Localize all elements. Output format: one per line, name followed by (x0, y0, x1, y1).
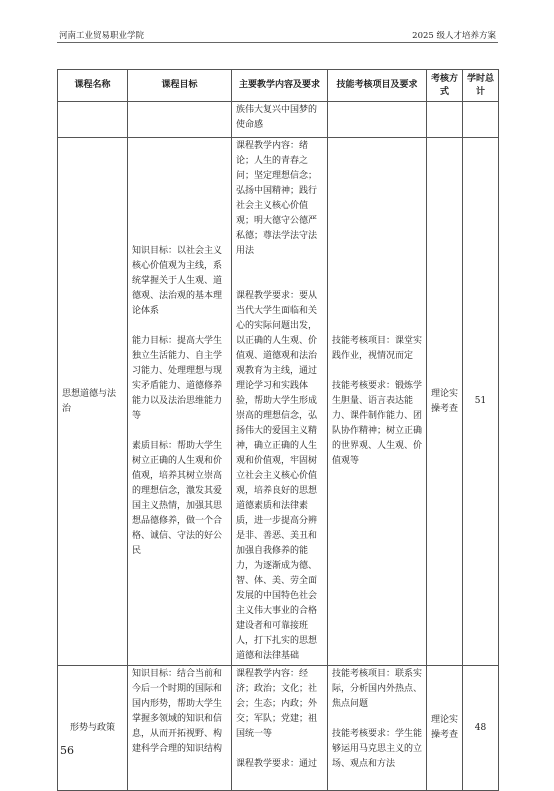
content-topics: 课程教学内容：经济；政治；文化；社会；生态；内政；外交；军队；党建；祖国统一等 (236, 669, 318, 739)
content-requirements: 课程教学要求：通过 (236, 759, 318, 769)
table-row (58, 666, 499, 791)
course-name-cell (58, 666, 128, 791)
content-cell (232, 102, 328, 138)
hours-cell (463, 138, 499, 666)
col-content: 主要教学内容及要求 (232, 70, 328, 102)
content-cell (232, 666, 328, 791)
running-header (57, 28, 498, 43)
course-name: 形势与政策 (69, 722, 115, 733)
assessment-method: 理论实操考查 (431, 715, 459, 740)
header-plan: 2025 级人才培养方案 (412, 31, 496, 41)
content-cell (232, 138, 328, 666)
total-hours: 51 (474, 396, 487, 406)
table-row (58, 102, 499, 138)
skill-item: 技能考核项目：联系实际，分析国内外热点、焦点问题 (332, 669, 423, 709)
col-method: 考核方式 (427, 70, 463, 102)
method-cell (427, 666, 463, 791)
goal-knowledge: 知识目标：以社会主义核心价值观为主线，系统掌握关于人生观、道德观、法治观的基本理论体系 (132, 246, 223, 316)
method-cell (427, 102, 463, 138)
col-skill: 技能考核项目及要求 (328, 70, 427, 102)
col-course-name: 课程名称 (58, 70, 128, 102)
page-number: 56 (60, 744, 74, 757)
course-goal-cell (128, 138, 232, 666)
skill-requirement: 技能考核要求：学生能够运用马克思主义的立场、观点和方法 (332, 729, 423, 769)
course-goal-cell (128, 666, 232, 791)
skill-item: 技能考核项目：课堂实践作业，视情况而定 (332, 336, 423, 361)
course-name-cell (58, 102, 128, 138)
curriculum-table (57, 69, 499, 791)
course-name: 思想道德与法治 (62, 388, 117, 414)
goal-quality: 素质目标：帮助大学生树立正确的人生观和价值观，培养其树立崇高的理想信念，激发其爱国主义热情，加强其思想品德修养，做一个合格、诚信、守法的好公民 (132, 441, 223, 556)
table-row (58, 138, 499, 666)
assessment-method: 理论实操考查 (431, 388, 459, 414)
header-school: 河南工业贸易职业学院 (59, 31, 145, 41)
content-topics: 课程教学内容：绪论；人生的青春之问；坚定理想信念；弘扬中国精神；践行社会主义核心价值观；明大德守公德严私德；尊法学法守法用法 (236, 141, 318, 256)
course-name-cell (58, 138, 128, 666)
goal-knowledge: 知识目标：结合当前和今后一个时期的国际和国内形势，帮助大学生掌握多领域的知识和信息，从而开拓视野、构建科学合理的知识结构 (132, 669, 223, 754)
col-hours: 学时总计 (463, 70, 499, 102)
table-header-row (58, 70, 499, 102)
goal-ability: 能力目标：提高大学生独立生活能力、自主学习能力、处理理想与现实矛盾能力、道德修养能力以及法治思维能力等 (132, 336, 223, 421)
total-hours: 48 (474, 722, 487, 733)
course-goal-cell (128, 102, 232, 138)
skill-cell (328, 666, 427, 791)
hours-cell (463, 666, 499, 791)
skill-cell (328, 102, 427, 138)
content-requirements: 课程教学要求：要从当代大学生面临和关心的实际问题出发，以正确的人生观、价值观、道德观和法治观教育为主线，通过理论学习和实践体验，帮助大学生形成崇高的理想信念，弘扬伟大的爱国主义精神，确立正确的人生观和价值观，牢固树立社会主义核心价值观，培养良好的思想道德素质和法律素质，进一步提高分辨是非、善恶、美丑和加强自我修养的能力，为逐渐成为德、智、体、美、劳全面发展的中国特色社会主义伟大事业的合格建设者和可靠接班人，打下扎实的思想道德和法律基础 (236, 291, 318, 661)
content-text: 族伟大复兴中国梦的使命感 (236, 105, 318, 130)
skill-cell (328, 138, 427, 666)
hours-cell (463, 102, 499, 138)
method-cell (427, 138, 463, 666)
col-course-goal: 课程目标 (128, 70, 232, 102)
skill-requirement: 技能考核要求：锻炼学生胆量、语言表达能力、课件制作能力、团队协作精神；树立正确的世界观、人生观、价值观等 (332, 381, 423, 466)
